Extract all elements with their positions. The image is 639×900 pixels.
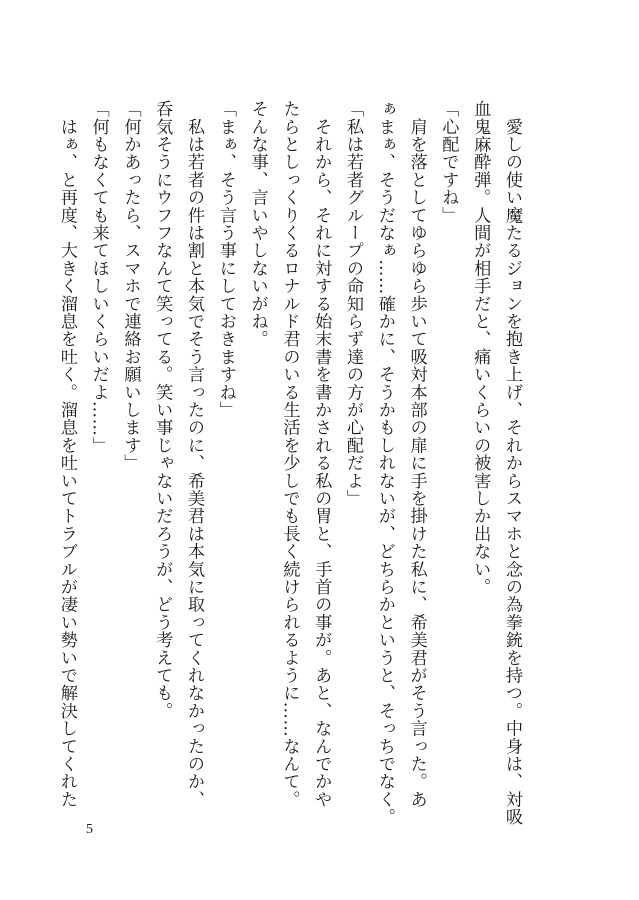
text-line: 肩を落としてゆらゆら歩いて吸対本部の扉に手を掛けた私に、希美君がそう言った。あ [406,100,427,808]
text-line: 私は若者の件は割と本気でそう言ったのに、希美君は本気に取ってくれなかったのか、 [184,100,205,808]
text-line: 「何もなくても来てほしいくらいだよ……」 [88,100,109,454]
text-line: はぁ、と再度、大きく溜息を吐く。溜息を吐いてトラブルが凄い勢いで解決してくれた [56,100,77,808]
body-text [50,100,527,826]
text-line: 「心配ですね」 [438,100,459,224]
text-line: 「まぁ、そう言う事にしておきますね」 [215,100,236,419]
text-line: それから、それに対する始末書を書かされる私の胃と、手首の事が。あと、なんでかや [311,100,332,808]
text-line: そんな事、言いやしないがね。 [247,100,268,348]
text-line: 血鬼麻酔弾。人間が相手だと、痛いくらいの被害しか出ない。 [470,100,491,596]
text-line: 「私は若者グループの命知らず達の方が心配だよ」 [343,100,364,508]
text-line: ぁまぁ、そうだなぁ……確かに、そうかもしれないが、どちらかというと、そっちでなく。 [374,100,395,826]
text-line: 「何かあったら、スマホで連絡お願いします」 [120,100,141,472]
page-number: 5 [86,822,93,837]
text-line: 愛しの使い魔たるジョンを抱き上げ、それからスマホと念の為拳銃を持つ。中身は、対吸 [502,100,522,826]
text-line: たらとしっくりくるロナルド君のいる生活を少しでも長く続けられるように……なんて。 [279,100,300,808]
text-line: 呑気そうにウフフなんて笑ってる。笑い事じゃないだろうが、どう考えても。 [152,100,173,720]
